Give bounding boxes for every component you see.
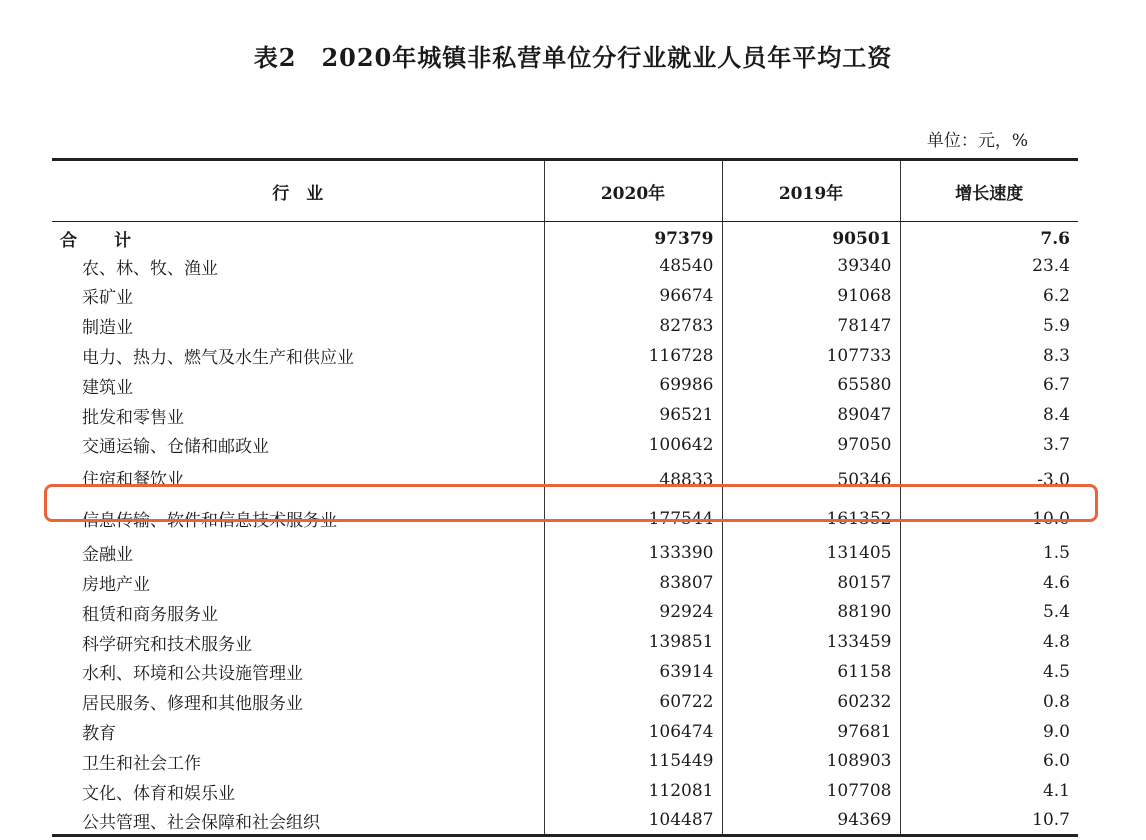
table-header-row (52, 160, 1078, 222)
cell-industry: 交通运输、仓储和邮政业 (82, 437, 269, 458)
cell-industry: 制造业 (82, 318, 133, 339)
cell-industry: 信息传输、软件和信息技术服务业 (82, 511, 337, 532)
cell-2019: 89047 (722, 400, 900, 430)
cell-industry: 卫生和社会工作 (82, 753, 201, 774)
cell-growth: 6.0 (900, 746, 1078, 776)
cell-growth: 4.8 (900, 627, 1078, 657)
cell-industry: 建筑业 (82, 377, 133, 398)
cell-2019: 90501 (722, 222, 900, 252)
table-body (52, 222, 1078, 836)
cell-industry: 农、林、牧、渔业 (82, 258, 218, 279)
cell-2020: 63914 (544, 657, 722, 687)
cell-2020: 96674 (544, 281, 722, 311)
cell-2020: 48833 (544, 460, 722, 500)
cell-2019: 133459 (722, 627, 900, 657)
cell-2019: 78147 (722, 311, 900, 341)
cell-industry: 科学研究和技术服务业 (82, 634, 252, 655)
cell-2020: 69986 (544, 370, 722, 400)
cell-2020: 104487 (544, 806, 722, 836)
cell-growth: 10.7 (900, 806, 1078, 836)
cell-2019: 161352 (722, 500, 900, 538)
cell-industry: 电力、热力、燃气及水生产和供应业 (82, 348, 354, 369)
table-row (52, 538, 1078, 568)
cell-2019: 107708 (722, 776, 900, 806)
cell-2020: 92924 (544, 597, 722, 627)
cell-growth: 3.7 (900, 430, 1078, 460)
cell-industry: 批发和零售业 (82, 407, 184, 428)
cell-growth: 8.4 (900, 400, 1078, 430)
table-row (52, 746, 1078, 776)
unit-label: 单位：元，% (926, 131, 1028, 151)
header-2019: 2019年 (722, 160, 900, 222)
cell-growth: 4.5 (900, 657, 1078, 687)
cell-growth: 9.0 (900, 717, 1078, 747)
table-row-highlighted (52, 500, 1078, 538)
cell-2019: 97681 (722, 717, 900, 747)
cell-industry: 租赁和商务服务业 (82, 604, 218, 625)
cell-2020: 115449 (544, 746, 722, 776)
cell-growth: 4.1 (900, 776, 1078, 806)
cell-2019: 39340 (722, 251, 900, 281)
wage-table (52, 158, 1078, 837)
cell-growth: 5.9 (900, 311, 1078, 341)
cell-2019: 65580 (722, 370, 900, 400)
cell-industry: 公共管理、社会保障和社会组织 (52, 806, 544, 836)
cell-2020: 133390 (544, 538, 722, 568)
table-row (52, 311, 1078, 341)
cell-2020: 106474 (544, 717, 722, 747)
cell-growth: 10.0 (900, 500, 1078, 538)
cell-2020: 97379 (544, 222, 722, 252)
cell-growth: 5.4 (900, 597, 1078, 627)
table-row (52, 460, 1078, 500)
cell-industry: 教育 (82, 724, 116, 745)
table-row (52, 430, 1078, 460)
table-row (52, 627, 1078, 657)
table-row (52, 776, 1078, 806)
cell-2019: 131405 (722, 538, 900, 568)
cell-2019: 94369 (722, 806, 900, 836)
header-2020: 2020年 (544, 160, 722, 222)
cell-growth: 8.3 (900, 341, 1078, 371)
cell-growth: 7.6 (900, 222, 1078, 252)
table-row (52, 806, 1078, 836)
cell-2020: 177544 (544, 500, 722, 538)
table-row (52, 400, 1078, 430)
cell-2019: 97050 (722, 430, 900, 460)
cell-2020: 83807 (544, 568, 722, 598)
cell-2019: 88190 (722, 597, 900, 627)
cell-growth: 4.6 (900, 568, 1078, 598)
table-row (52, 657, 1078, 687)
header-growth: 增长速度 (900, 160, 1078, 222)
cell-growth: 6.7 (900, 370, 1078, 400)
table-title: 表2 2020年城镇非私营单位分行业就业人员年平均工资 (253, 43, 893, 72)
cell-2019: 61158 (722, 657, 900, 687)
table-row (52, 370, 1078, 400)
table-row (52, 281, 1078, 311)
cell-growth: 6.2 (900, 281, 1078, 311)
cell-2020: 60722 (544, 687, 722, 717)
cell-industry: 水利、环境和公共设施管理业 (82, 664, 303, 685)
cell-2019: 60232 (722, 687, 900, 717)
cell-growth: 23.4 (900, 251, 1078, 281)
cell-2019: 107733 (722, 341, 900, 371)
cell-industry: 金融业 (82, 545, 133, 566)
table-row-total (52, 222, 1078, 252)
wage-table-container (52, 158, 1078, 837)
cell-2020: 139851 (544, 627, 722, 657)
cell-industry: 采矿业 (82, 288, 133, 309)
cell-2020: 96521 (544, 400, 722, 430)
header-industry: 行 业 (52, 160, 544, 222)
cell-growth: 0.8 (900, 687, 1078, 717)
cell-industry: 合 计 (60, 231, 141, 252)
cell-2020: 48540 (544, 251, 722, 281)
cell-2020: 100642 (544, 430, 722, 460)
cell-2020: 112081 (544, 776, 722, 806)
cell-industry: 文化、体育和娱乐业 (82, 783, 235, 804)
cell-2019: 108903 (722, 746, 900, 776)
table-row (52, 251, 1078, 281)
table-row (52, 568, 1078, 598)
cell-growth: -3.0 (900, 460, 1078, 500)
table-row (52, 341, 1078, 371)
cell-2019: 50346 (722, 460, 900, 500)
cell-industry: 居民服务、修理和其他服务业 (82, 694, 303, 715)
table-row (52, 687, 1078, 717)
cell-2020: 116728 (544, 341, 722, 371)
cell-industry: 房地产业 (82, 575, 150, 596)
cell-2019: 91068 (722, 281, 900, 311)
table-row (52, 597, 1078, 627)
cell-industry: 住宿和餐饮业 (82, 469, 184, 490)
cell-2019: 80157 (722, 568, 900, 598)
cell-2020: 82783 (544, 311, 722, 341)
cell-growth: 1.5 (900, 538, 1078, 568)
table-row (52, 717, 1078, 747)
